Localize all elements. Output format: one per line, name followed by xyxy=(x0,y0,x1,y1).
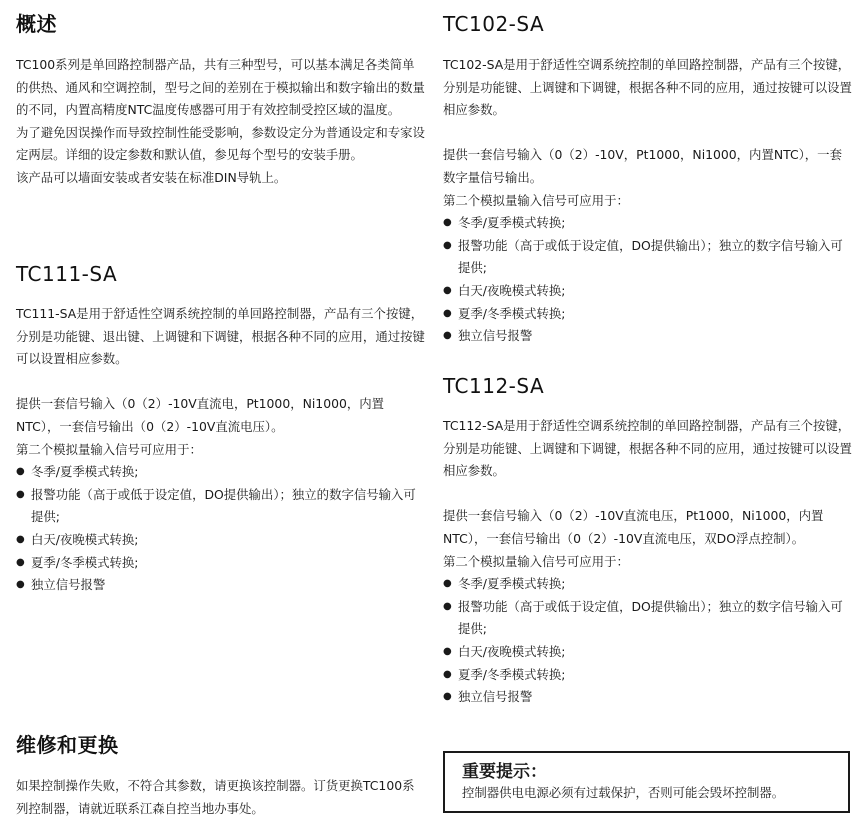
list-item: ● 独立信号报警 xyxy=(443,686,853,709)
list-item: ● 独立信号报警 xyxy=(443,325,853,348)
tc111-title: TC111-SA xyxy=(16,262,118,286)
overview-body xyxy=(16,54,426,190)
list-item: ● 冬季/夏季模式转换; xyxy=(443,573,853,596)
list-item: ● 夏季/冬季模式转换; xyxy=(16,552,426,575)
tc112-io: 提供一套信号输入（0（2）-10V直流电压，Pt1000，Ni1000，内置NTC），一套信号输出（0（2）-10V直流电压，双DO浮点控制）。 xyxy=(443,508,824,546)
overview-paragraph: 为了避免因误操作而导致控制性能受影响，参数设定分为普通设定和专家设定两层。详细的设定参数和默认值，参见每个型号的安装手册。 xyxy=(16,124,425,163)
list-item: ● 报警功能（高于或低于设定值，DO提供输出）；独立的数字信号输入可提供; xyxy=(443,596,853,641)
tc102-title: TC102-SA xyxy=(443,12,545,36)
tc112-list xyxy=(443,573,853,709)
list-item: ● 夏季/冬季模式转换; xyxy=(443,664,853,687)
list-item: ● 夏季/冬季模式转换; xyxy=(443,303,853,326)
tc111-intro: TC111-SA是用于舒适性空调系统控制的单回路控制器，产品有三个按键，分别是功能键、退出键、上调键和下调键，根据各种不同的应用，通过按键可以设置相应参数。 xyxy=(16,306,425,367)
tc112-body xyxy=(443,415,853,709)
tc102-second-input: 第二个模拟量输入信号可应用于： xyxy=(443,192,629,208)
notice-title: 重要提示： xyxy=(462,762,547,782)
tc111-second-input: 第二个模拟量输入信号可应用于： xyxy=(16,441,202,457)
tc111-body xyxy=(16,303,426,597)
list-item: ● 报警功能（高于或低于设定值，DO提供输出）；独立的数字信号输入可提供; xyxy=(443,235,853,280)
tc112-title: TC112-SA xyxy=(443,374,545,398)
tc102-body xyxy=(443,54,853,348)
tc112-intro: TC112-SA是用于舒适性空调系统控制的单回路控制器，产品有三个按键，分别是功能键、上调键和下调键，根据各种不同的应用，通过按键可以设置相应参数。 xyxy=(443,418,852,479)
important-notice-box xyxy=(443,751,850,813)
list-item: ● 报警功能（高于或低于设定值，DO提供输出）；独立的数字信号输入可提供; xyxy=(16,484,426,529)
tc102-intro: TC102-SA是用于舒适性空调系统控制的单回路控制器，产品有三个按键，分别是功能键、上调键和下调键，根据各种不同的应用，通过按键可以设置相应参数。 xyxy=(443,57,852,118)
overview-paragraph: TC100系列是单回路控制器产品，共有三种型号，可以基本满足各类简单的供热、通风和空调控制，型号之间的差别在于模拟输出和数字输出的数量的不同，内置高精度NTC温度传感器可用于有效控制受控区域的温度。 xyxy=(16,57,425,118)
tc111-io: 提供一套信号输入（0（2）-10V直流电，Pt1000，Ni1000，内置NTC），一套信号输出（0（2）-10V直流电压）。 xyxy=(16,396,385,434)
tc112-second-input: 第二个模拟量输入信号可应用于： xyxy=(443,553,629,569)
maintenance-text: 如果控制操作失败，不符合其参数，请更换该控制器。订货更换TC100系列控制器，请就近联系江森自控当地办事处。 xyxy=(16,778,415,816)
notice-text: 控制器供电电源必须有过载保护，否则可能会毁坏控制器。 xyxy=(462,785,785,800)
tc111-list xyxy=(16,461,426,597)
tc102-list xyxy=(443,212,853,348)
list-item: ● 白天/夜晚模式转换; xyxy=(443,280,853,303)
maintenance-title: 维修和更换 xyxy=(16,733,119,757)
list-item: ● 冬季/夏季模式转换; xyxy=(16,461,426,484)
overview-paragraph: 该产品可以墙面安装或者安装在标准DIN导轨上。 xyxy=(16,169,287,185)
list-item: ● 白天/夜晚模式转换; xyxy=(16,529,426,552)
list-item: ● 冬季/夏季模式转换; xyxy=(443,212,853,235)
list-item: ● 独立信号报警 xyxy=(16,574,426,597)
maintenance-body xyxy=(16,775,426,820)
list-item: ● 白天/夜晚模式转换; xyxy=(443,641,853,664)
overview-title: 概述 xyxy=(16,12,57,36)
tc102-io: 提供一套信号输入（0（2）-10V，Pt1000，Ni1000，内置NTC），一套数字量信号输出。 xyxy=(443,147,842,185)
